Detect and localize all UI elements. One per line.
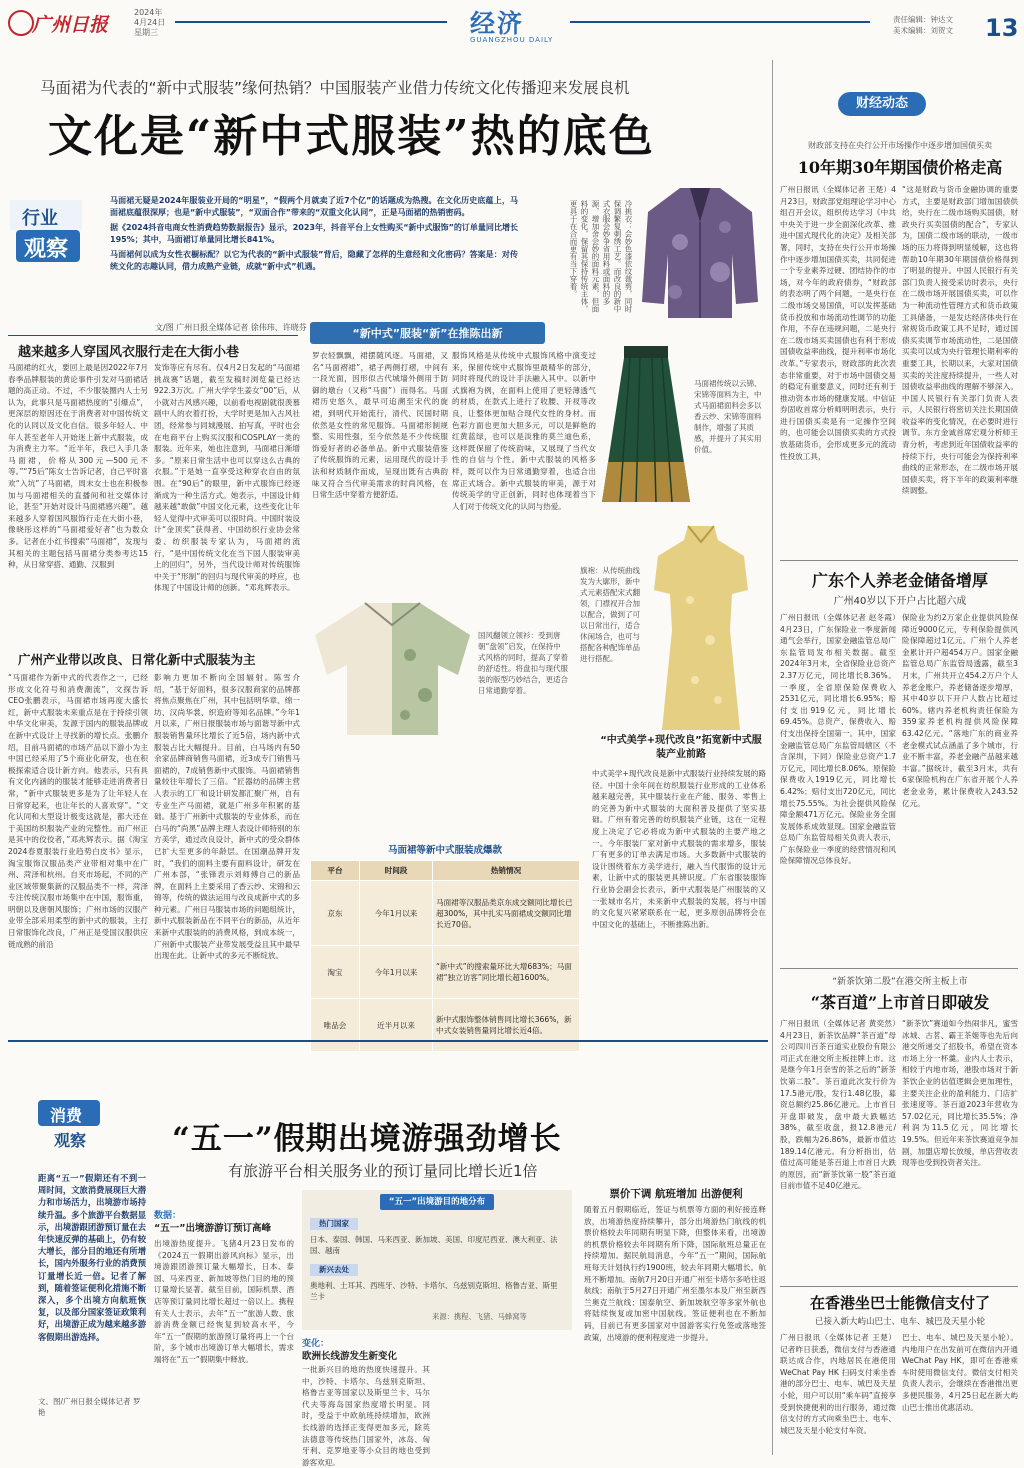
table-row: 京东 今年1月以来 马面裙等汉服品类京东成交额同比增长已超300%，其中扎实马面裙成交额同比增长近70倍。: [311, 881, 580, 946]
shirt-photo: [310, 595, 475, 740]
finance-kicker-1: 财政部支持在央行公开市场操作中逐步增加国债买卖: [808, 141, 992, 150]
travel-body-col: 随着五月假期临近，签证与机票等方面的利好接连释放，出境游热度持续攀升，部分出境游热门航线的机票价格较去年同期有明显下降，但整体来看，出境游的机票价格较去年同期有所下降，国际航班总量正在持续增加。据民航局消息，今年“五一”期间，国际航班每天计划执行约1900班，较去年同期大幅增长。航班不断增加。南航7月20日开通广州至卡塔尔多哈往返航线；南航于5月27日开通广州至墨尔本及广州至新西兰奥克兰航线；国泰航空、新加坡航空等多家外航也将陆续恢复或加密中国航线。签证便利也在不断加码，目前已有更多国家对中国游客实行免签或落地签政策，出境游的便利程度进一步提升。: [584, 1205, 766, 1342]
finance-body-4b: 巴士、电车、城巴及天星小轮）。内地用户在出发前可在微信内开通WeChat Pay HK，即可在香港乘车时使用微信支付。微信支付相关负责人表示，会继续在香港推出更多便民服务，4月25日起在新大屿山巴士推出优惠活动。: [902, 1333, 1018, 1412]
travel-change-col1: 一批新兴目的地的热度快速提升。其中，沙特、卡塔尔、乌兹别克斯坦、格鲁吉亚等国家以及斯里兰卡、马尔代夫等海岛国家热度增长明显。同时，受益于中欧航班持续增加，欧洲长线游的选择正变得更加多元，除英法德意等传统热门国家外，冰岛、匈牙利、克罗地亚等小众目的地也受到游客欢迎。: [302, 1365, 430, 1467]
page-number: 13: [985, 14, 1019, 42]
finance-body-1a: 广州日报讯（全媒体记者 王楚）4月23日，财政部党组理论学习中心组召开会议，组织传达学习《中共中央关于进一步全面深化改革、推进中国式现代化的决定》及相关部署，同时，支持在央行公开市场操作中逐步增加国债买卖，共同促进一个专业素养过硬、团结协作的市场，对今年的政府债券，“财政部的表态明了两个问题，一是央行在二级市场交易国债，可以发挥基础货币投放和市场流动性调节的功能作用，不存在违规问题，二是央行在二级市场买卖国债也有利于形成国债收益率曲线，提升利率市场化改革。”专家表示，财政部的此次表态非常重要，对于市场中国债交易的稳定有重要意义，同时还有利于推动资本市场的健康发展。中信证券固收首席分析师明明表示，央行进行国债买卖是有一定操作空间的，也可能会以国债买卖的方式投放基础货币，会形成更多元的流动性投放工具，: [780, 185, 896, 461]
masthead: [0, 0, 1024, 48]
section-subhead-3: “中式美学+现代改良”拓宽新中式服装产业前路: [600, 735, 762, 760]
panel-col1: 罗衣轻飘飘，裙摆随风逐。马面裙，又名“马面褶裙”，裙子两侧打褶，中间有一段光面，因形似古代城墙外侧用于防御的墩台（又称“马面”）而得名。马面裙历史悠久，最早可追溯至宋代的旋裙，到明代开始流行，清代、民国时期依然是女性的常见服饰。马面裙形制规整、实用性强，至今依然是不少传统服饰爱好者的必备单品。新中式服装借鉴了传统服饰的元素，运用现代的设计手法和材质制作而成，呈现出既有古典韵味又符合当代审美需求的时尚风格，在日常生活中穿着方便舒适。: [312, 351, 448, 500]
destination-box: [302, 1190, 572, 1330]
table-header: 平台: [311, 861, 360, 881]
finance-body-3b: “新茶饮”赛道如今热闹非凡，蜜雪冰城、古茗、霸王茶姬等也先后向港交所递交了招股书，希望在资本市场上分一杯羹。业内人士表示，相较于内地市场，港股市场对于新茶饮企业的估值逻辑会更加理性，主要关注企业的盈利能力、门店扩张速度等。茶百道2023年营收为57.02亿元，同比增长35.5%；净利润为11.5亿元，同比增长19.5%。但近年来茶饮赛道竞争加剧，加盟店增长放缓，单店营收表现等也受到投资者关注。: [902, 1019, 1018, 1168]
lead-summary: 马面裙无疑是2024年服装业开局的“明星”，“假两个月就卖了近7个亿”的话题成为热搜。在文化历史底蕴上，马面裙底蕴很深厚；也是“新中式服装”，“双面合作”带来的“双重文化认同”，正是马面裙的热销密码。 据《2024抖音电商女性消费趋势数据报告》显示，2023年，抖音平台上女性购买“新中式服饰”的订单量同比增长195%；其中，马面裙订单量同比增长841%。 马面裙何以成为女性衣橱标配？以它为代表的“新中式服装”背后，隐藏了怎样的生意经和文化密码？答案是：对传统文化的志趣认同，借力成熟产业链，成就“新中式”机遇。: [110, 196, 518, 271]
finance-headline-3: “茶百道”上市首日即破发: [810, 993, 990, 1012]
table-row: 唯品会 近半月以来 新中式服饰整体销售同比增长366%，新中式女装销售量同比增长近4倍。: [311, 999, 580, 1052]
finance-headline-2: 广东个人养老金储备增厚: [811, 571, 988, 590]
finance-headline-1: 10年期30年期国债价格走高: [797, 158, 1003, 177]
lead-body-col2: 发饰等应有尽有。仅4月2日发起的“马面裙挑战赛”话题，截至发稿时浏览量已经达922.3万次。广州大学学生姜女“00”后，从小就对古风感兴趣，以前看电视剧就很羡慕剧中人的衣着打扮，大学时更是加入古风社团，经常参与同城漫展、拍写真，平时也会在电商平台上购买汉服和COSPLAY一类的服装。近年来，她也注意到，马面裙日渐增多。“原来日常生活中也可以穿这么古典的衣服。”于是她一直享受这种穿衣自由的氛围。在“90后”的眼里，新中式服饰已经逐渐成为一种生活方式。她表示，中国设计师越来越“敢做”中国文化元素，这些变化让年轻人觉得中式审美可以很时尚。中国时装设计“金顶奖”获得者、中国纺织行业协会常委、纺织服装专家认为，马面裙的流行，“是中国传统文化在当下国人服装审美上的回归”，另外，当代设计师对传统服饰中关于“形制”的回归与现代审美的呼应，也体现了中国设计师的创新。“邓兆辉表示。: [154, 363, 300, 593]
divider: [8, 1040, 768, 1042]
photo-caption-4: 国风翻领立领衫：受到唐朝“盘领”启发，在保持中式风格的同时，提高了穿着的舒适性。将盘扣与现代服装的版型巧妙结合，更适合日常通勤穿着。: [478, 631, 568, 695]
section-subhead-1: 越来越多人穿国风衣服行走在大街小巷: [18, 345, 240, 360]
data-label: 数据：: [154, 1211, 182, 1221]
industry-tag: 行业 观察: [10, 200, 82, 264]
issue-date: 2024年 4月24日 星期三: [134, 8, 166, 37]
section-en: GUANGZHOU DAILY: [470, 36, 554, 44]
divider: [780, 968, 1018, 969]
lead-body-col3: “马面裙作为新中式的代表作之一，已经形成文化符号和消费潮流”，文探告诉CEO张鹏表示，马面裙市场再度大盛长红，新中式服装未来重点是在于持续引领中华文化审美，发源于国内的服装品牌或在新中式设计上寻找新的增长点。张鹏介绍，目前马面裙的市场产品以下游小为主中国已经采用了5个商业化研发，也在积极探索适合设计新方向。他表示，只有具有文化内涵的的服装才能够走进消费者日常，“新中式服装更多是为了让年轻人在日常穿起来，也让年长的人喜欢穿”。“文化认同和大型设计极变这就是，都大还在于美国纺织服装产业的完整性。而广州正是其中的佼佼者，”邓兆辉表示。据《淘宝2024春夏服装行业趋势白皮书》显示，淘宝服饰汉服品类产业带相对集中在广州、菏泽和杭州。自夹市场起，不同的产业区域带聚集新的汉服品类不一样，菏泽专注传统汉服市场集中在中国，服饰重，明朝以及唐朝风服饰；广州市场的汉服产业带全部采用柔型的新中式的服装，主打日常服饰化改良，广州正是受国汉服供应链成熟的前沿: [8, 673, 148, 949]
travel-byline: 文、图/广州日报全媒体记者 罗艳: [38, 1397, 141, 1417]
finance-subhead-2: 广州40岁以下开户占比超六成: [833, 596, 967, 607]
paper-name: 广州日报: [32, 14, 109, 36]
change-label: 变化：: [302, 1339, 330, 1349]
section-name: 经济: [470, 9, 525, 38]
section-subhead-2: 广州产业带以改良、日常化新中式服装为主: [18, 652, 256, 667]
photo-caption-1: 冷挑衣：会妙色漆依纹裁剪，同时保调繁复刺绣工艺。而改良的新中式衣服会妙争省用料或面料的多源，增加舍会妙的面料元素，但面料的变化，保留其保持传统主体，更具于在合而更有当下穿着。: [569, 200, 633, 313]
new-destinations-label: 新兴去处: [310, 1264, 358, 1276]
header-rule-left: [175, 21, 447, 23]
header-rule-right: [570, 21, 870, 23]
newspaper-logo-icon: [8, 10, 34, 36]
divider: [780, 1286, 1018, 1287]
purple-jacket-photo: [640, 182, 760, 322]
table-header: 时间段: [360, 861, 433, 881]
new-destinations-list: 奥地利、土耳其、西班牙、沙特、卡塔尔、乌兹别克斯坦、格鲁吉亚、斯里兰卡: [310, 1281, 558, 1301]
lead-byline: 文/图 广州日报全媒体记者 徐伟玮、许晓芬: [155, 323, 307, 332]
hot-countries-label: 热门国家: [310, 1218, 358, 1230]
table-row: 淘宝 今年1月以来 “新中式”的搜索量环比大增683%；马面裙“独立访客”同比增长超1600%。: [311, 946, 580, 999]
divider: [780, 560, 1018, 561]
finance-headline-4: 在香港坐巴士能微信支付了: [809, 1294, 990, 1312]
data-title: “五一”出境游游订预订高峰: [154, 1223, 271, 1234]
lead-kicker: 马面裙为代表的“新中式服装”缘何热销？中国服装产业借力传统文化传播迎来发展良机: [40, 79, 630, 97]
column-rule: [772, 60, 773, 1455]
table-title: 马面裙等新中式服装成爆款: [387, 845, 502, 856]
finance-body-2b: 保险业为约2万家企业提供风险保障近9000亿元，专利保险提供风险保障超过1亿元。广州个人养老金累计开户超454万户。国家金融监管总局广东监管局透露，截至3月末，广州共开立454.2万户个人养老金账户，养老储备逐步增厚，其中40岁以下开户人数占比超过60%。辖内养老机构责任保险为359家养老机构提供风险保障63.42亿元。“落地广东的商业养老金模式试点涵盖了多个城市，行业不断丰富，养老金融产品越来越丰富。”据统计，截至3月末，共有6家保险机构在广东省开展个人养老金业务，累计保费收入243.52亿元。: [902, 613, 1018, 808]
lead-body-col1: 马面裙的红火，要回上最是因2022年7月春季品牌服装的黄论事件引发对马面裙话题的高正动。不过，不少服装圈内人士另认为，此事只是马面裙热度的“引爆点”，更深层的原因还在于消费者对中国传统文化的认同以及文化自信。很多年轻人、中年人甚至老年人开始迷上新中式服装，成为消费主力军。“近半年，我已入手几条马面裙，价格从300元—500元不等。”“75后”陈女士告诉记者，自己平时喜欢“入坑”了马面裙，周末女士也在积极参加与马面裙相关的直播间和社交媒体讨论，甚至“开始对设计马面裙感兴趣”。越来越多人穿着国风服饰行走在大街小巷，像晓彤这样的“马面裙爱好者”也为数众多。记者在小红书搜索“马面裙”，发现与其相关的主题包括马面裙分类参考达15种，从日常穿搭、通勤、汉服到: [8, 363, 148, 570]
travel-headline: “五一”假期出境游强劲增长: [172, 1121, 562, 1157]
editor-credits: 责任编辑：钟达文 美术编辑：刘贺文: [893, 15, 953, 35]
photo-caption-2: 马面裙传统以云锦、宋锦等面料为主，中式马面裙面料会多以香云纱、宋锦等面料制作，增强了其质感，并提升了其实用价值。: [694, 379, 762, 454]
travel-subhead: 有旅游平台相关服务业的预订量同比增长近1倍: [228, 1162, 538, 1180]
photo-caption-3: 旗袍：从传统曲线发为大廓形，新中式元素搭配宋式翻领，门襟衩开合加以配合，做到了可以日常出行，适合休闲场合，也可与搭配各种配饰单品进行搭配。: [580, 566, 640, 663]
destination-box-title: “五一”出境游目的地分布: [380, 1194, 494, 1210]
box-source: 来源：携程、飞猪、马蜂窝等: [432, 1312, 527, 1321]
change-title: 欧洲长线游发生新变化: [302, 1351, 398, 1362]
panel-header: “新中式”服装“新”在推陈出新: [310, 322, 545, 344]
hot-countries-list: 日本、泰国、韩国、马来西亚、新加坡、美国、印度尼西亚、澳大利亚、法国、越南: [310, 1235, 558, 1255]
finance-kicker-3: “新茶饮第二股”在港交所主板上市: [832, 977, 968, 987]
table-header: 热销情况: [433, 861, 580, 881]
sales-table: [310, 838, 580, 1052]
lead-body-col5: 中式美学+现代改良是新中式服装行业持续发展的路径。中国十余年间在纺织服装行业形成的工业体系越来越完善，其中服装行业在产能、服务、零售上的完善为新中式服装的大面积普及提供了坚实基础。广州有着完善的纺织服装产业链，这在一定程度上决定了它必将成为新中式服装的主要产地之一。今年服装厂家对新中式服装的需求增多，服装厂有更多的订单去满足市场。大多数新中式服装的设计围绕着东方美学进行，融入当代服饰的设计元素，让新中式的服装更具辨识度。广东省服装服饰行业协会副会长表示，新中式服装是广州服装的又一张城市名片，未来新中式服装的发展，将与中国的文化复兴紧紧联系在一起，更多原创品牌将会在中国文化的基础上，不断推陈出新。: [592, 769, 766, 929]
finance-body-1b: “这是财政与货币金融协调的重要方式，主要是财政部门增加国债供给，央行在二级市场购买国债，财政央行买卖国债的配合”，专家认为，国债二级市场的联动，一级市场的压力将得到明显缓解，这也将帮助10年期30年期国债价格得到了明显的提升。中国人民银行有关部门负责人接受采访时表示，央行在二级市场开展国债买卖，可以作为一种流动性管理方式和货币政策工具储备，一是发达经济体央行在常规货币政策工具不足时，通过国债买卖调节市场流动性，二是国债买卖可以成为央行管理长期利率的重要工具，长期以来，大家对国债买卖的关注度持续提升，一些人对国债收益率曲线的理解不够深入。中国人民银行有关部门负责人表示，人民银行将密切关注长期国债收益率的变化情况，在必要时进行调节。东方金诚首席宏观分析师王青分析，考虑到近年国债收益率的持续下行，央行可能会为保持利率曲线的正常形态，在二级市场开展国债买卖，将下半年的政策利率继续调整。: [902, 185, 1018, 496]
consumption-tag: 消费 观察: [38, 1100, 104, 1162]
finance-section-label: 财经动态: [838, 92, 926, 116]
qipao-photo: [640, 520, 762, 735]
divider: [8, 335, 298, 336]
section-subhead-4: 票价下调 航班增加 出游便利: [609, 1188, 743, 1200]
lead-headline: 文化是“新中式服装”热的底色: [48, 111, 655, 162]
lead-body-col4: 影响力更加不断向全国辐射。陈雪介绍，“基于好面料，很多汉服商家的品牌都将焦点聚焦在广州，其中包括明华章、绵一坊、汉尚华裳、织造府等知名品牌。”今年1月以来，广州日报服装市场与面谐导新中式服装销售量环比增长了近5倍，场内新中式服装占比大幅提升。目前，白马场内有50余家品牌商销售马面裙，近3成专门销售马面裙的，7成销售新中式服饰。马面裙销售量较往年增长了三倍。“匠器纺的品牌主营人表示的工厂和设计研发都汇聚广州，自有专业生产马面裙，就是广州多年积累的基础。基于广州新中式服装的专业体系，而在白马的“尚黑”品牌主理人表设计师特别的东方美学，通过改良设计，新中式的受众群体已扩大至更多的年龄层。在国潮品牌开发时，“我们的面料主要有面料设计，研发在广州本部，“张锋表示刘师傅自己的新品牌，在面料上主要采用了香云纱、宋锦和云锦等，传统的做法运用与改良成新中式的多种元素。广州日马服装市场的问题组统计，新中式服装新品在不同平台的新品，从近年来新中式服装的的消费风格，到成本统一，广州新中式服装产业带发展受益且其中最早出现在此。让新中式的多元不断绽放。: [154, 673, 300, 961]
finance-body-3a: 广州日报讯（全媒体记者 黄奕然）4月23日，新茶饮品牌“茶百道”母公司四川百茶百道实业股份有限公司正式在港交所主板挂牌上市。这是继今年1月奈雪的茶之后的“新茶饮第二股”。茶百道此次发行价为17.5港元/股，发行1.48亿股，募资总额约25.86亿港元。上市首日开盘即破发，盘中最大跌幅达38%，截至收盘，报12.8港元/股，跌幅为26.86%，最新市值达189.14亿港元。有分析指出，估值过高可能是茶百道上市首日大跌的原因，而“新茶饮第一股”茶百道目前市值不足40亿港元。: [780, 1019, 896, 1191]
finance-body-4a: 广州日报讯（全媒体记者 王楚）记者昨日获悉，微信支付与香港通联达成合作，内地居民在港使用WeChat Pay HK 扫码支付乘坐香港的部分巴士、电车、城巴及天星小轮，用户可以用“乘车码”直接享受到快捷便利的出行服务，通过微信支付的方式向乘坐巴士、电车、城巴及天星小轮支付车资。: [780, 1333, 896, 1435]
panel-col2: 服饰风格是从传统中式服饰风格中演变过来，保留传统中式服饰里最精华的部分，同时将现代的设计手法融入其中。以新中式旗袍为例，在面料上使用了更轻薄透气的材质，在款式上进行了收腰、开衩等改良，让整体更加贴合现代女性的身材。而色彩方面也更加大胆多元，可以是鲜艳的红黄蓝绿，也可以是淡雅的莫兰迪色系，这样既保留了传统韵味，又展现了当代女性的自信与个性。新中式服装的风格多样，既可以作为日常通勤穿着，也适合出席正式场合。新中式服装的审美，源于对传统美学的守正创新，同时也体现着当下人们对于传统文化的认同与热爱。: [452, 351, 596, 511]
travel-data-col: 出境游热度提升。飞猪4月23日发布的《2024五一假期出游风向标》显示，出境游跟团游预订量大幅增长，日本、泰国、马来西亚、新加坡等热门目的地的预订量增长显著。截至目前，国际机票、酒店等预订量同比增长超过一倍以上。携程有关人士表示，去年“五一”旅游人数、旅游消费金额已经恢复到较高水平，今年“五一”假期的旅游预订量将再上一个台阶，多个城市出境游订单大幅增长，需求端将在“五一”假期集中释放。: [154, 1239, 294, 1364]
finance-subhead-4: 已接入新大屿山巴士、电车、城巴及天星小轮: [814, 1317, 985, 1327]
finance-body-2a: 广州日报讯（全媒体记者 赵冬霞）4月23日，广东保险业一季度新闻通气会举行，国家金融监管总局广东监管局发布相关数据。截至2024年3月末，全省保险业总资产2.37万亿元，同比增长8.36%。一季度，全省原保险保费收入2531亿元，同比增长6.95%；赔付支出919亿元，同比增长69.45%。总资产、保费收入、赔付支出保持全国第一。其中，国家金融监管总局广东监管局辖区（不含深圳，下同）保险业总资产1.7万亿元，同比增长8.06%。原保险保费收入1919亿元，同比增长6.42%；赔付支出720亿元，同比增长75.55%。为社会提供风险保障金额471万亿元。保险业务全面发展体系成效显现。国家金融监管总局广东监管局相关负责人表示，广东保险业一季度的经营情况和风险保障情况总体良好。: [780, 613, 896, 866]
green-skirt-photo: [600, 342, 692, 507]
travel-intro: 距离“五一”假期还有不到一周时间，文旅消费展现巨大潜力和市场活力，出境游市场持续升温。多个旅游平台数据显示，出境游跟团游预订量在去年快速反弹的基础上，仍有较大增长，部分目的地还有所增长，国内外服务行业的消费预订量增长近一倍。记者了解到，随着签证便利化措施不断深入，多个出境方向航班恢复，以及部分国家签证政策利好，出境游正成为越来越多游客假期出游选择。: [38, 1173, 146, 1342]
